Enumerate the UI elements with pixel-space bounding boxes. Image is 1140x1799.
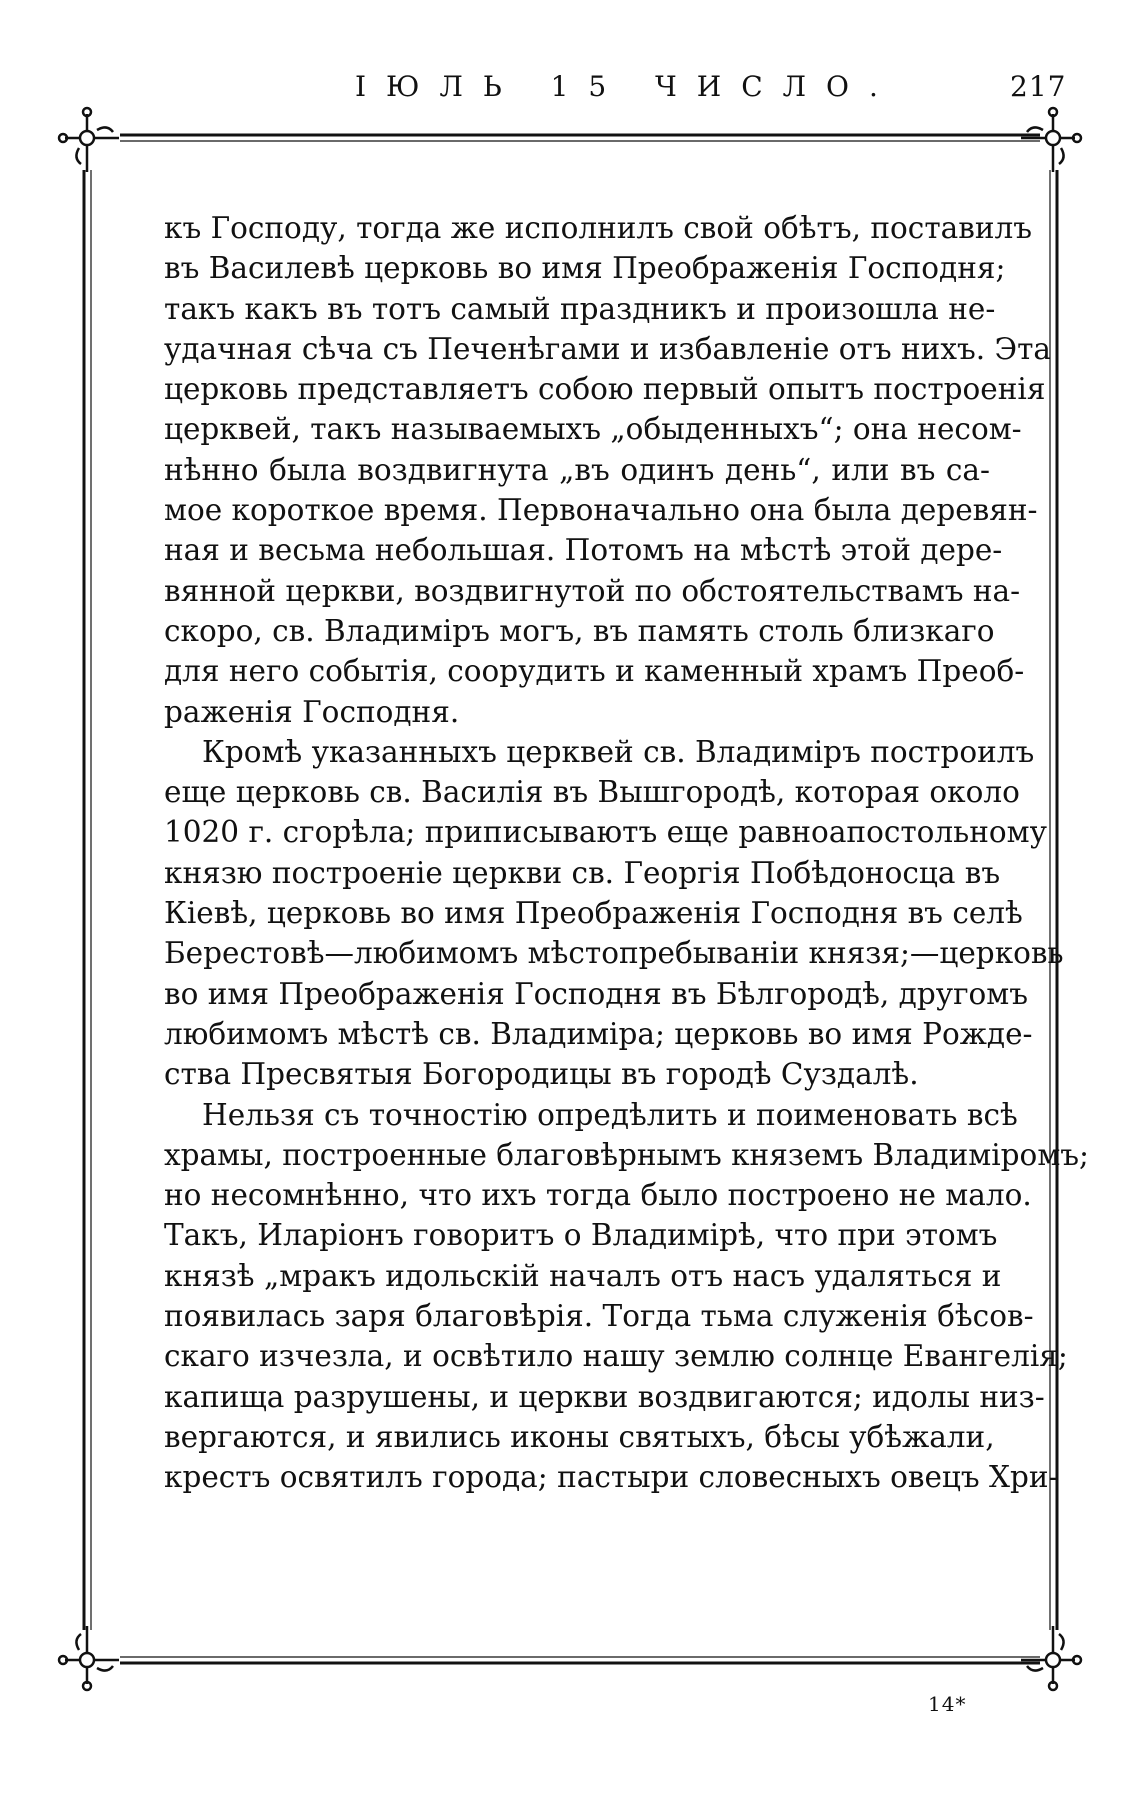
corner-ornament-icon — [59, 1626, 119, 1690]
text-line: 1020 г. сгорѣла; приписываютъ еще равноапостольному — [164, 815, 1047, 850]
text-line: но несомнѣнно, что ихъ тогда было построено не мало. — [164, 1178, 1032, 1213]
body-text — [164, 208, 1089, 1498]
text-line: вянной церкви, воздвигнутой по обстоятельствамъ на- — [164, 573, 1021, 608]
text-line: князѣ „мракъ идольскій началъ отъ насъ удаляться и — [164, 1258, 1002, 1293]
text-line: вергаются, и явились иконы святыхъ, бѣсы убѣжали, — [164, 1419, 995, 1454]
text-line: удачная сѣча съ Печенѣгами и избавленіе отъ нихъ. Эта — [164, 331, 1051, 366]
text-line: скаго изчезла, и освѣтило нашу землю солнце Евангелія; — [164, 1339, 1068, 1374]
text-line: такъ какъ въ тотъ самый праздникъ и произошла не- — [164, 291, 996, 326]
text-line: ная и весьма небольшая. Потомъ на мѣстѣ этой дере- — [164, 533, 1003, 568]
text-line: еще церковь св. Василія въ Вышгородѣ, которая около — [164, 775, 1020, 810]
text-line: мое короткое время. Первоначально она была деревян- — [164, 493, 1038, 528]
text-line: въ Василевѣ церковь во имя Преображенія Господня; — [164, 251, 1006, 286]
text-line: Кромѣ указанныхъ церквей св. Владиміръ построилъ — [202, 734, 1035, 769]
text-line: появилась заря благовѣрія. Тогда тьма служенія бѣсов- — [164, 1299, 1034, 1334]
text-line: князю построеніе церкви св. Георгія Побѣдоносца въ — [164, 855, 1001, 890]
text-line: во имя Преображенія Господня въ Бѣлгородѣ, другомъ — [164, 976, 1028, 1011]
corner-ornament-icon — [59, 108, 119, 172]
text-line: храмы, построенные благовѣрнымъ княземъ Владиміромъ; — [164, 1137, 1089, 1172]
corner-ornament-icon — [1021, 1626, 1081, 1690]
text-line: ства Пресвятыя Богородицы въ городѣ Суздалѣ. — [164, 1057, 919, 1092]
text-line: къ Господу, тогда же исполнилъ свой обѣтъ, поставилъ — [164, 211, 1033, 245]
text-line: Нельзя съ точностію опредѣлить и поименовать всѣ — [202, 1097, 1018, 1132]
text-line: Берестовѣ—любимомъ мѣстопребываніи князя;—церковь — [164, 936, 1064, 971]
running-head-title: ІЮЛЬ 15 ЧИСЛО. — [355, 70, 898, 103]
text-line: церквей, такъ называемыхъ „обыденныхъ“; она несом- — [164, 412, 1022, 447]
text-line: раженія Господня. — [164, 694, 460, 729]
text-line: Кіевѣ, церковь во имя Преображенія Господня въ селѣ — [164, 896, 1023, 931]
text-line: скоро, св. Владиміръ могъ, въ память столь близкаго — [164, 613, 995, 648]
page-number: 217 — [1010, 70, 1067, 103]
corner-ornament-icon — [1021, 108, 1081, 172]
signature-mark: 14* — [928, 1692, 967, 1716]
text-line: любимомъ мѣстѣ св. Владиміра; церковь во имя Рожде- — [164, 1016, 1033, 1051]
text-line: нѣнно была воздвигнута „въ одинъ день“, или въ са- — [164, 452, 990, 487]
text-line: крестъ освятилъ города; пастыри словесныхъ овецъ Хри- — [164, 1460, 1059, 1495]
text-line: капища разрушены, и церкви воздвигаются; идолы низ- — [164, 1379, 1045, 1414]
text-line: церковь представляетъ собою первый опытъ построенія — [164, 372, 1046, 407]
text-line: Такъ, Иларіонъ говоритъ о Владимірѣ, что при этомъ — [164, 1218, 998, 1253]
text-line: для него событія, соорудить и каменный храмъ Преоб- — [164, 654, 1025, 689]
